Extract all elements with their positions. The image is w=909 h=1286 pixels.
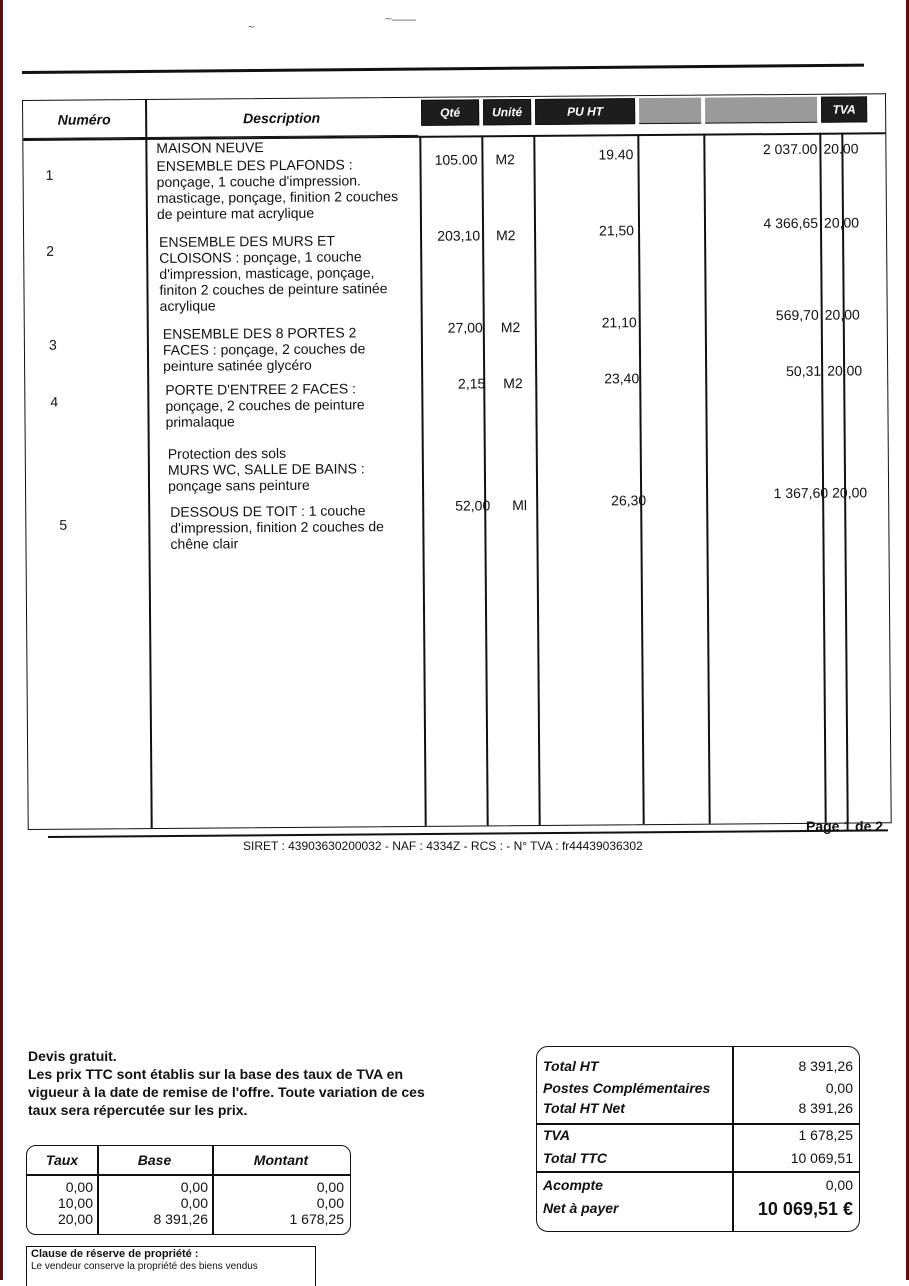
- row-unite: M2: [495, 151, 515, 168]
- taux-value: 10,00: [57, 1195, 93, 1211]
- description-line: Protection des sols: [167, 444, 287, 462]
- net-a-payer-label: Net à payer: [543, 1200, 619, 1216]
- header-taux: Taux: [45, 1152, 79, 1168]
- row-unite: M2: [503, 375, 523, 392]
- column-divider: [481, 135, 488, 825]
- note-title: Devis gratuit.: [28, 1048, 117, 1064]
- column-divider: [637, 134, 644, 824]
- note-text: Les prix TTC sont établis sur la base des taux de TVA en vigueur à la date de remise de l'offre. Toute variation de ces taux sera répercutée sur les prix.: [28, 1066, 425, 1118]
- row-pu: 23,40: [604, 370, 640, 387]
- description-line: ENSEMBLE DES PLAFONDS :: [156, 156, 353, 174]
- row-pu: 21,10: [601, 314, 637, 331]
- column-divider: [732, 1047, 734, 1231]
- header-numero: Numéro: [23, 100, 145, 139]
- totals-table: [536, 1046, 860, 1232]
- row-qte: 105.00: [434, 151, 478, 168]
- row-qte: 2,15: [457, 375, 486, 392]
- base-column: [101, 1179, 208, 1227]
- row-numero: 4: [50, 393, 59, 410]
- clause-text: Le vendeur conserve la propriété des biens vendus: [31, 1261, 258, 1272]
- row-pu: 26,30: [611, 492, 647, 509]
- top-rule: [22, 64, 864, 74]
- row-unite: Ml: [512, 497, 528, 514]
- montant-value: 1 678,25: [289, 1211, 344, 1227]
- total-ttc-label: Total TTC: [543, 1150, 608, 1166]
- row-numero: 5: [59, 516, 68, 533]
- header-remise: [639, 98, 701, 124]
- description-line: finiton 2 couches de peinture satinée: [159, 280, 388, 298]
- row-pu: 19.40: [598, 146, 634, 163]
- description-line: chêne clair: [170, 535, 239, 552]
- scan-mark: ~: [248, 20, 256, 34]
- row-description: [165, 380, 427, 430]
- acompte-label: Acompte: [543, 1177, 603, 1193]
- row-tva: 20,00: [823, 214, 860, 231]
- row-tva: 20.00: [823, 140, 859, 157]
- totals-divider: [537, 1171, 859, 1173]
- postes-label: Postes Complémentaires: [543, 1080, 711, 1096]
- header-base: Base: [137, 1152, 172, 1168]
- header-montant: Montant: [253, 1152, 309, 1168]
- row-qte: 203,10: [437, 227, 481, 244]
- row-numero: 1: [45, 166, 54, 183]
- row-unite: M2: [500, 319, 521, 336]
- scan-border-left: [0, 0, 3, 1280]
- row-description: [168, 444, 430, 494]
- total-ht-label: Total HT: [543, 1058, 599, 1074]
- taux-column: [31, 1179, 93, 1227]
- column-divider: [841, 133, 848, 823]
- tva-header-divider: [27, 1174, 350, 1176]
- row-montant: 1 367,60: [773, 484, 829, 502]
- row-description: [156, 138, 418, 156]
- header-qte: Qté: [421, 99, 479, 125]
- description-line: primalaque: [165, 413, 235, 430]
- row-description: [170, 502, 432, 552]
- row-description: [156, 156, 418, 222]
- row-numero: 3: [48, 336, 57, 353]
- description-line: peinture satinée glycéro: [163, 356, 312, 374]
- base-value: 0,00: [180, 1195, 208, 1211]
- taux-value: 20,00: [57, 1211, 93, 1227]
- row-tva: 20.00: [827, 362, 863, 379]
- totals-divider: [537, 1123, 859, 1125]
- row-qte: 52,00: [455, 497, 491, 514]
- row-description: [159, 232, 422, 314]
- description-line: ponçage sans peinture: [167, 476, 310, 494]
- row-montant: 4 366,65: [763, 214, 819, 232]
- scan-mark: ~——: [385, 12, 417, 26]
- tva-label: TVA: [543, 1127, 570, 1143]
- row-tva: 20,00: [832, 484, 868, 501]
- row-description: [163, 324, 425, 374]
- description-line: acrylique: [159, 297, 216, 314]
- column-divider: [819, 133, 826, 823]
- column-divider: [97, 1146, 99, 1234]
- description-line: MAISON NEUVE: [156, 139, 264, 156]
- description-line: ponçage, 1 couche d'impression.: [156, 172, 361, 190]
- base-value: 8 391,26: [153, 1211, 208, 1227]
- column-divider: [703, 134, 710, 824]
- column-divider: [145, 100, 152, 828]
- tva-value: 1 678,25: [798, 1127, 853, 1143]
- row-montant: 569,70: [775, 306, 819, 324]
- montant-value: 0,00: [316, 1195, 344, 1211]
- taux-value: 0,00: [65, 1179, 93, 1195]
- description-line: FACES : ponçage, 2 couches de: [162, 340, 366, 358]
- column-divider: [212, 1146, 214, 1234]
- page-number: Page 1 de 2: [806, 818, 884, 834]
- clause-title: Clause de réserve de propriété :: [31, 1248, 199, 1260]
- property-clause: [26, 1246, 316, 1286]
- row-qte: 27,00: [447, 319, 483, 336]
- total-ht-value: 8 391,26: [798, 1058, 853, 1074]
- description-line: ENSEMBLE DES 8 PORTES 2: [162, 324, 357, 342]
- total-ht-net-value: 8 391,26: [798, 1100, 853, 1116]
- description-line: PORTE D'ENTREE 2 FACES :: [165, 380, 357, 398]
- header-montant: [705, 97, 817, 124]
- header-unite: Unité: [483, 99, 531, 125]
- description-line: ponçage, 2 couches de peinture: [165, 396, 365, 414]
- description-line: ENSEMBLE DES MURS ET: [159, 232, 336, 250]
- description-line: DESSOUS DE TOIT : 1 couche: [170, 502, 366, 520]
- conditions-note: [28, 1047, 448, 1119]
- row-tva: 20,00: [824, 306, 860, 323]
- montant-column: [216, 1179, 344, 1227]
- row-numero: 2: [46, 242, 55, 259]
- montant-value: 0,00: [316, 1179, 344, 1195]
- postes-value: 0,00: [825, 1080, 853, 1096]
- acompte-value: 0,00: [825, 1177, 853, 1193]
- header-tva: TVA: [821, 96, 867, 122]
- total-ht-net-label: Total HT Net: [543, 1100, 625, 1116]
- row-unite: M2: [496, 227, 516, 244]
- description-line: de peinture mat acrylique: [156, 204, 315, 222]
- description-line: masticage, ponçage, finition 2 couches: [156, 188, 399, 206]
- row-montant: 2 037.00: [762, 140, 818, 158]
- header-description: Description: [145, 98, 418, 138]
- siret-line: SIRET : 43903630200032 - NAF : 4334Z - RCS : - N° TVA : fr44439036302: [243, 839, 643, 853]
- footer-rule: [48, 829, 888, 837]
- base-value: 0,00: [180, 1179, 208, 1195]
- items-table: [22, 93, 892, 830]
- description-line: MURS WC, SALLE DE BAINS :: [167, 460, 365, 478]
- tva-breakdown-table: [26, 1145, 351, 1235]
- row-montant: 50,31: [786, 362, 822, 380]
- net-a-payer-value: 10 069,51 €: [757, 1199, 853, 1219]
- header-pu: PU HT: [535, 98, 635, 125]
- total-ttc-value: 10 069,51: [790, 1150, 853, 1166]
- row-pu: 21,50: [598, 222, 635, 239]
- description-line: d'impression, masticage, ponçage,: [159, 264, 375, 282]
- description-line: d'impression, finition 2 couches de: [170, 518, 384, 536]
- description-line: CLOISONS : ponçage, 1 couche: [159, 248, 362, 266]
